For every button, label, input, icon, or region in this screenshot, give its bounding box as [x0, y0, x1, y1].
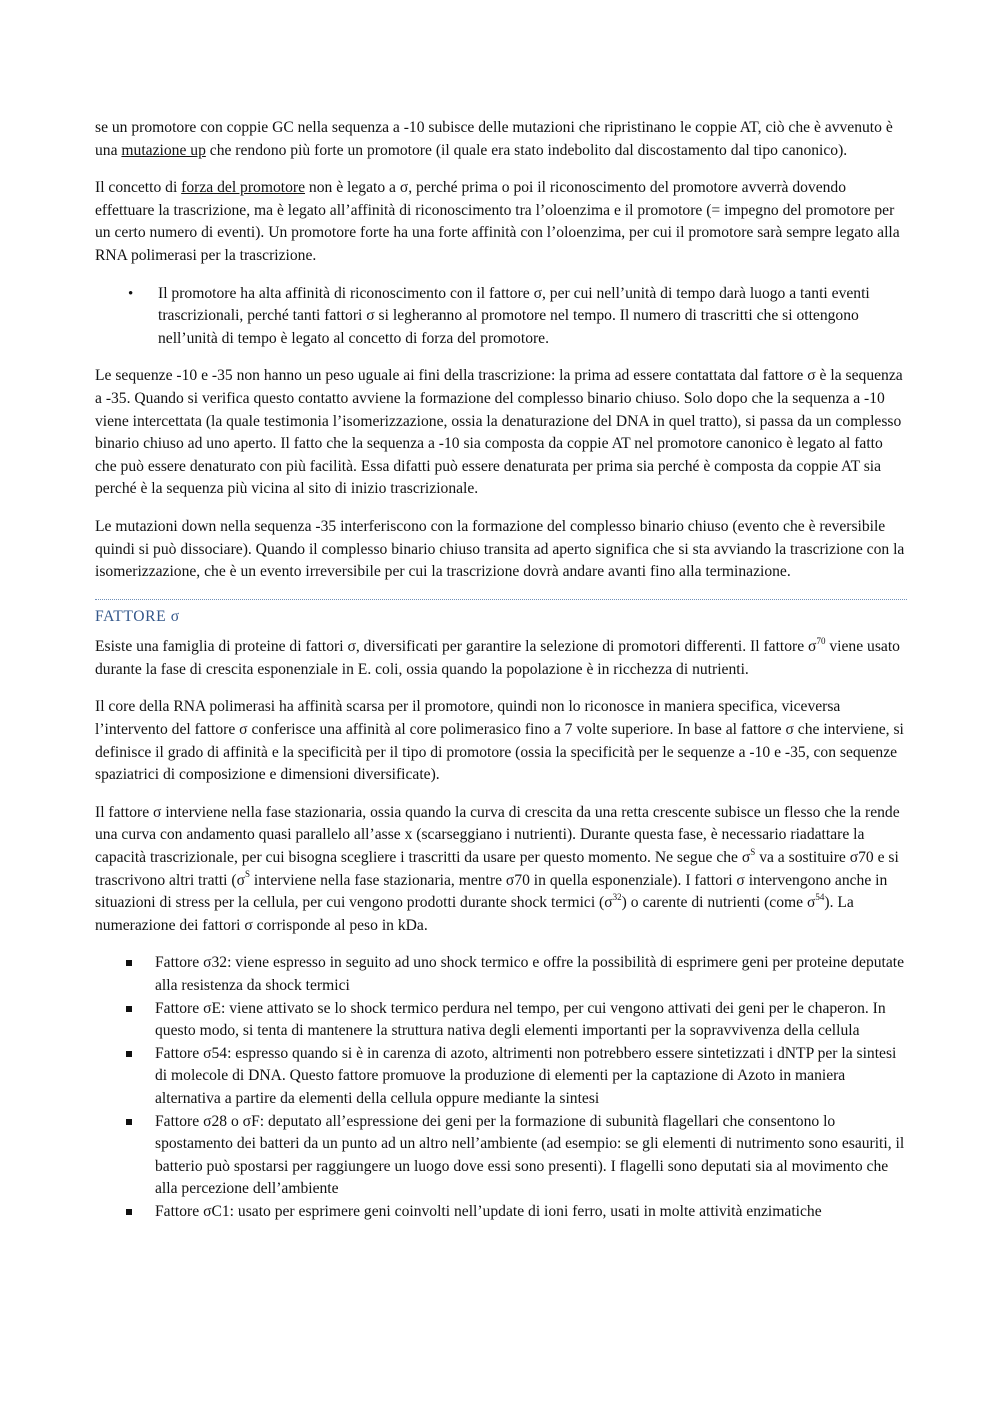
- list-item-text: Fattore σC1: usato per esprimere geni coinvolti nell’update di ioni ferro, usati in molte attività enzimatiche: [155, 1202, 822, 1220]
- section-heading: FATTORE σ: [95, 607, 180, 625]
- text: ). La numerazione dei fattori σ corrisponde al peso in kDa.: [95, 894, 854, 934]
- text: non è legato a σ, perché prima o poi il riconoscimento del promotore avverrà dovendo effettuare la trascrizione, ma è legato all’affinità di riconoscimento tra l’oloenzima e il promotore (= impegno del promotore per un certo numero di eventi). Un promotore forte ha una forte affinità con l’oloenzima, per cui il promotore sarà sempre legato alla RNA polimerasi per la trascrizione.: [95, 179, 900, 264]
- text: va a sostituire σ70 e si trascrivono altri tratti (σ: [95, 849, 899, 889]
- list-item-text: Fattore σ54: espresso quando si è in carenza di azoto, altrimenti non potrebbero essere sintetizzati i dNTP per la sintesi di molecole di DNA. Questo fattore promuove la produzione di elementi per la captazione di Azoto in maniera alternativa a partire da elementi della cellula oppure mediante la sintesi: [155, 1044, 897, 1107]
- bullet-list-fattori: [95, 952, 907, 1223]
- square-bullet-icon: [126, 1209, 132, 1215]
- list-item: [95, 283, 907, 351]
- paragraph-core-polimerasi: Il core della RNA polimerasi ha affinità scarsa per il promotore, quindi non lo riconosce in maniera specifica, viceversa l’intervento del fattore σ conferisce una affinità al core polimerasico fino a 7 volte superiore. In base al fattore σ che interviene, si definisce il grado di affinità e la specificità per il tipo di promotore (ossia la specificità per le sequenze a -10 e -35, con sequenze spaziatrici di composizione e dimensioni diversificate).: [95, 698, 904, 784]
- square-bullet-icon: [126, 960, 132, 966]
- text: se un promotore con coppie GC nella sequenza a -10 subisce delle mutazioni che ripristinano le coppie AT, ciò che è avvenuto è una: [95, 119, 893, 159]
- superscript: S: [245, 869, 251, 880]
- bullet-list-affinita: [95, 283, 907, 351]
- paragraph-sequenze: Le sequenze -10 e -35 non hanno un peso uguale ai fini della trascrizione: la prima ad essere contattata dal fattore σ è la sequenza a -35. Quando si verifica questo contatto avviene la formazione del complesso binario chiuso. Solo dopo che la sequenza a -10 viene intercettata (la quale testimonia l’isomerizzazione, ossia la denaturazione del DNA in quel tratto), si passa da un complesso binario chiuso ad uno aperto. Il fatto che la sequenza a -10 sia composta da coppie AT nel promotore canonico è legato al fatto che può essere denaturato con più facilità. Essa difatti può essere denaturata per prima sia perché è composta da coppie AT sia perché è la sequenza più vicina al sito di inizio trascrizionale.: [95, 367, 903, 498]
- list-item-text: Fattore σ28 o σF: deputato all’espressione dei geni per la formazione di subunità flagellari che consentono lo spostamento dei batteri da un punto ad un altro nell’ambiente (ad esempio: se gli elementi di nutrimento sono esauriti, il batterio può spostarsi per raggiungere un luogo dove essi sono presenti). I flagelli sono deputati sia al movimento che alla percezione dell’ambiente: [155, 1112, 905, 1198]
- list-item: [95, 998, 907, 1043]
- list-item-text: Fattore σE: viene attivato se lo shock termico perdura nel tempo, per cui vengono attivati dei geni per le chaperon. In questo modo, si tenta di mantenere la struttura nativa degli elementi importanti per la sopravvivenza della cellula: [155, 999, 886, 1040]
- square-bullet-icon: [126, 1006, 132, 1012]
- superscript: 32: [612, 892, 622, 903]
- superscript: 70: [816, 636, 826, 647]
- text: ) o carente di nutrienti (come σ: [621, 894, 816, 912]
- paragraph-famiglia-fattori: [95, 636, 907, 681]
- paragraph-mutazioni-down: Le mutazioni down nella sequenza -35 interferiscono con la formazione del complesso binario chiuso (evento che è reversibile quindi si può dissociare). Quando il complesso binario chiuso transita ad aperto significa che si sta avviando la trascrizione con la isomerizzazione, che è un evento irreversibile per cui la trascrizione dovrà andare avanti fino alla terminazione.: [95, 517, 905, 581]
- text: interviene nella fase stazionaria, mentre σ70 in quella esponenziale). I fattori σ intervengono anche in situazioni di stress per la cellula, per cui vengono prodotti durante shock termici (σ: [95, 871, 888, 912]
- list-item: [95, 1111, 907, 1201]
- text: viene usato durante la fase di crescita esponenziale in E. coli, ossia quando la popolazione è in ricchezza di nutrienti.: [95, 638, 900, 678]
- list-item: [95, 952, 907, 997]
- paragraph-forza-promotore: [95, 177, 907, 267]
- superscript: S: [750, 846, 756, 857]
- text: Il concetto di: [95, 179, 182, 197]
- text: Il fattore σ interviene nella fase stazionaria, ossia quando la curva di crescita da una retta crescente subisce un flesso che la rende una curva con andamento quasi parallelo all’asse x (scarseggiano i nutrienti). Durante questa fase, è necessario riadattare la capacità trascrizionale, per cui bisogna scegliere i trascritti da usare per questo momento. Ne segue che σ: [95, 803, 900, 867]
- underlined-term-forza-promotore: forza del promotore: [181, 179, 306, 197]
- section-heading-wrap: [95, 599, 907, 629]
- square-bullet-icon: [126, 1119, 132, 1125]
- square-bullet-icon: [126, 1051, 132, 1057]
- paragraph-fase-stazionaria: [95, 802, 907, 938]
- underlined-term-mutazione-up: mutazione up: [121, 141, 206, 159]
- superscript: 54: [815, 892, 825, 903]
- text: che rendono più forte un promotore (il quale era stato indebolito dal discostamento dal tipo canonico).: [205, 141, 848, 159]
- list-item: [95, 1043, 907, 1111]
- list-item-text: Il promotore ha alta affinità di riconoscimento con il fattore σ, per cui nell’unità di tempo darà luogo a tanti eventi trascrizionali, perché tanti fattori σ si legheranno al promotore nel tempo. Il numero di trascritti che si ottengono nell’unità di tempo è legato al concetto di forza del promotore.: [158, 284, 870, 347]
- list-item-text: Fattore σ32: viene espresso in seguito ad uno shock termico e offre la possibilità di esprimere geni per proteine deputate alla resistenza da shock termici: [155, 954, 905, 994]
- document-page: [95, 117, 907, 1239]
- paragraph-mutazione-up: [95, 117, 907, 162]
- bullet-dot-icon: •: [128, 285, 134, 302]
- text: Esiste una famiglia di proteine di fattori σ, diversificati per garantire la selezione di promotori differenti. Il fattore σ: [95, 638, 817, 656]
- list-item: [95, 1201, 907, 1224]
